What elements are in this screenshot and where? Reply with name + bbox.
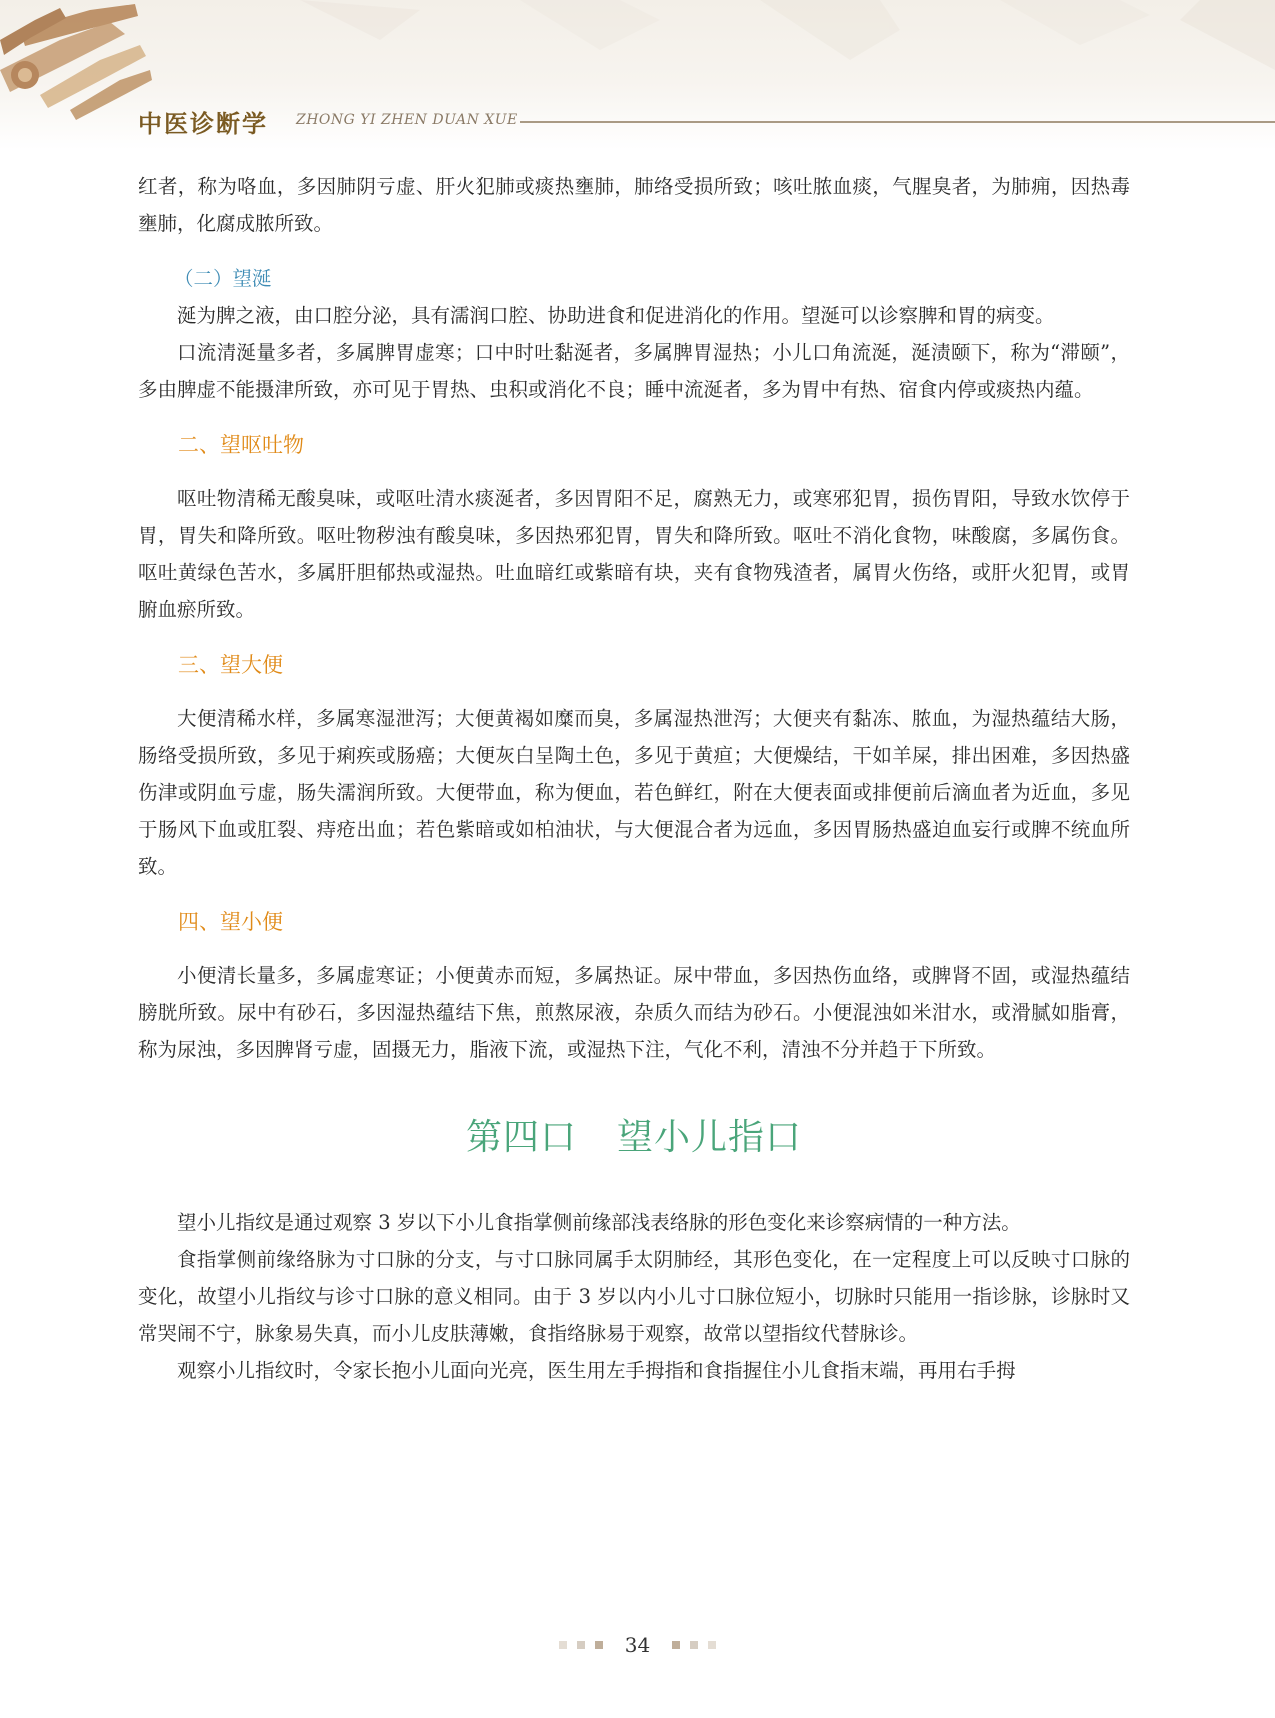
chapter-heading (138, 1108, 1130, 1168)
paragraph-zhiwen-1: 望小儿指纹是通过观察 3 岁以下小儿食指掌侧前缘部浅表络脉的形色变化来诊察病情的一种方法。 (177, 1211, 1021, 1234)
footer-square-icon (708, 1641, 716, 1649)
footer-square-icon (595, 1641, 603, 1649)
section-heading-outu: 二、望呕吐物 (178, 433, 304, 457)
subsection-heading-xian: （二）望涎 (174, 267, 272, 290)
chapter-number: 第四口 (465, 1117, 577, 1158)
paragraph-dabian: 大便清稀水样，多属寒湿泄泻；大便黄褐如糜而臭，多属湿热泄泻；大便夹有黏冻、脓血，为湿热蕴结大肠，肠络受损所致，多见于痢疾或肠癌；大便灰白呈陶土色，多见于黄疸；大便燥结，干如羊屎，排出困难，多因热盛伤津或阴血亏虚，肠失濡润所致。大便带血，称为便血，若色鲜红，附在大便表面或排便前后滴血者为近血，多见于肠风下血或肛裂、痔疮出血；若色紫暗或如柏油状，与大便混合者为远血，多因胃肠热盛迫血妄行或脾不统血所致。 (138, 707, 1130, 878)
footer-square-icon (690, 1641, 698, 1649)
paragraph-xian-1: 涎为脾之液，由口腔分泌，具有濡润口腔、协助进食和促进消化的作用。望涎可以诊察脾和胃的病变。 (177, 304, 1055, 327)
paragraph-intro: 红者，称为咯血，多因肺阴亏虚、肝火犯肺或痰热壅肺，肺络受损所致；咳吐脓血痰，气腥臭者，为肺痈，因热毒壅肺，化腐成脓所致。 (138, 175, 1130, 235)
page-footer (0, 1630, 1275, 1660)
footer-square-icon (672, 1641, 680, 1649)
paragraph-xiaobian: 小便清长量多，多属虚寒证；小便黄赤而短，多属热证。尿中带血，多因热伤血络，或脾肾不固，或湿热蕴结膀胱所致。尿中有砂石，多因湿热蕴结下焦，煎熬尿液，杂质久而结为砂石。小便混浊如米泔水，或滑腻如脂膏，称为尿浊，多因脾肾亏虚，固摄无力，脂液下流，或湿热下注，气化不利，清浊不分并趋于下所致。 (138, 964, 1130, 1061)
section-heading-xiaobian: 四、望小便 (178, 910, 283, 934)
page-number: 34 (624, 1633, 651, 1657)
paragraph-zhiwen-3: 观察小儿指纹时，令家长抱小儿面向光亮，医生用左手拇指和食指握住小儿食指末端，再用右手拇 (177, 1359, 1016, 1382)
page-content (138, 168, 1130, 1389)
book-title-pinyin: ZHONG YI ZHEN DUAN XUE (296, 112, 518, 128)
footer-square-icon (577, 1641, 585, 1649)
footer-square-icon (559, 1641, 567, 1649)
paragraph-zhiwen-2: 食指掌侧前缘络脉为寸口脉的分支，与寸口脉同属手太阴肺经，其形色变化，在一定程度上可以反映寸口脉的变化，故望小儿指纹与诊寸口脉的意义相同。由于 3 岁以内小儿寸口脉位短小，切脉时只能用一指诊脉，诊脉时又常哭闹不宁，脉象易失真，而小儿皮肤薄嫩，食指络脉易于观察，故常以望指纹代替脉诊。 (138, 1248, 1130, 1345)
header-rule (520, 121, 1275, 123)
section-heading-dabian: 三、望大便 (178, 653, 283, 677)
paragraph-outu: 呕吐物清稀无酸臭味，或呕吐清水痰涎者，多因胃阳不足，腐熟无力，或寒邪犯胃，损伤胃阳，导致水饮停于胃，胃失和降所致。呕吐物秽浊有酸臭味，多因热邪犯胃，胃失和降所致。呕吐不消化食物，味酸腐，多属伤食。呕吐黄绿色苦水，多属肝胆郁热或湿热。吐血暗红或紫暗有块，夹有食物残渣者，属胃火伤络，或肝火犯胃，或胃腑血瘀所致。 (138, 487, 1130, 621)
chapter-title: 望小儿指口 (617, 1117, 803, 1158)
paragraph-xian-2: 口流清涎量多者，多属脾胃虚寒；口中时吐黏涎者，多属脾胃湿热；小儿口角流涎，涎渍颐下，称为“滞颐”，多由脾虚不能摄津所致，亦可见于胃热、虫积或消化不良；睡中流涎者，多为胃中有热、宿食内停或痰热内蕴。 (138, 341, 1130, 401)
book-title: 中医诊断学 (138, 110, 268, 138)
